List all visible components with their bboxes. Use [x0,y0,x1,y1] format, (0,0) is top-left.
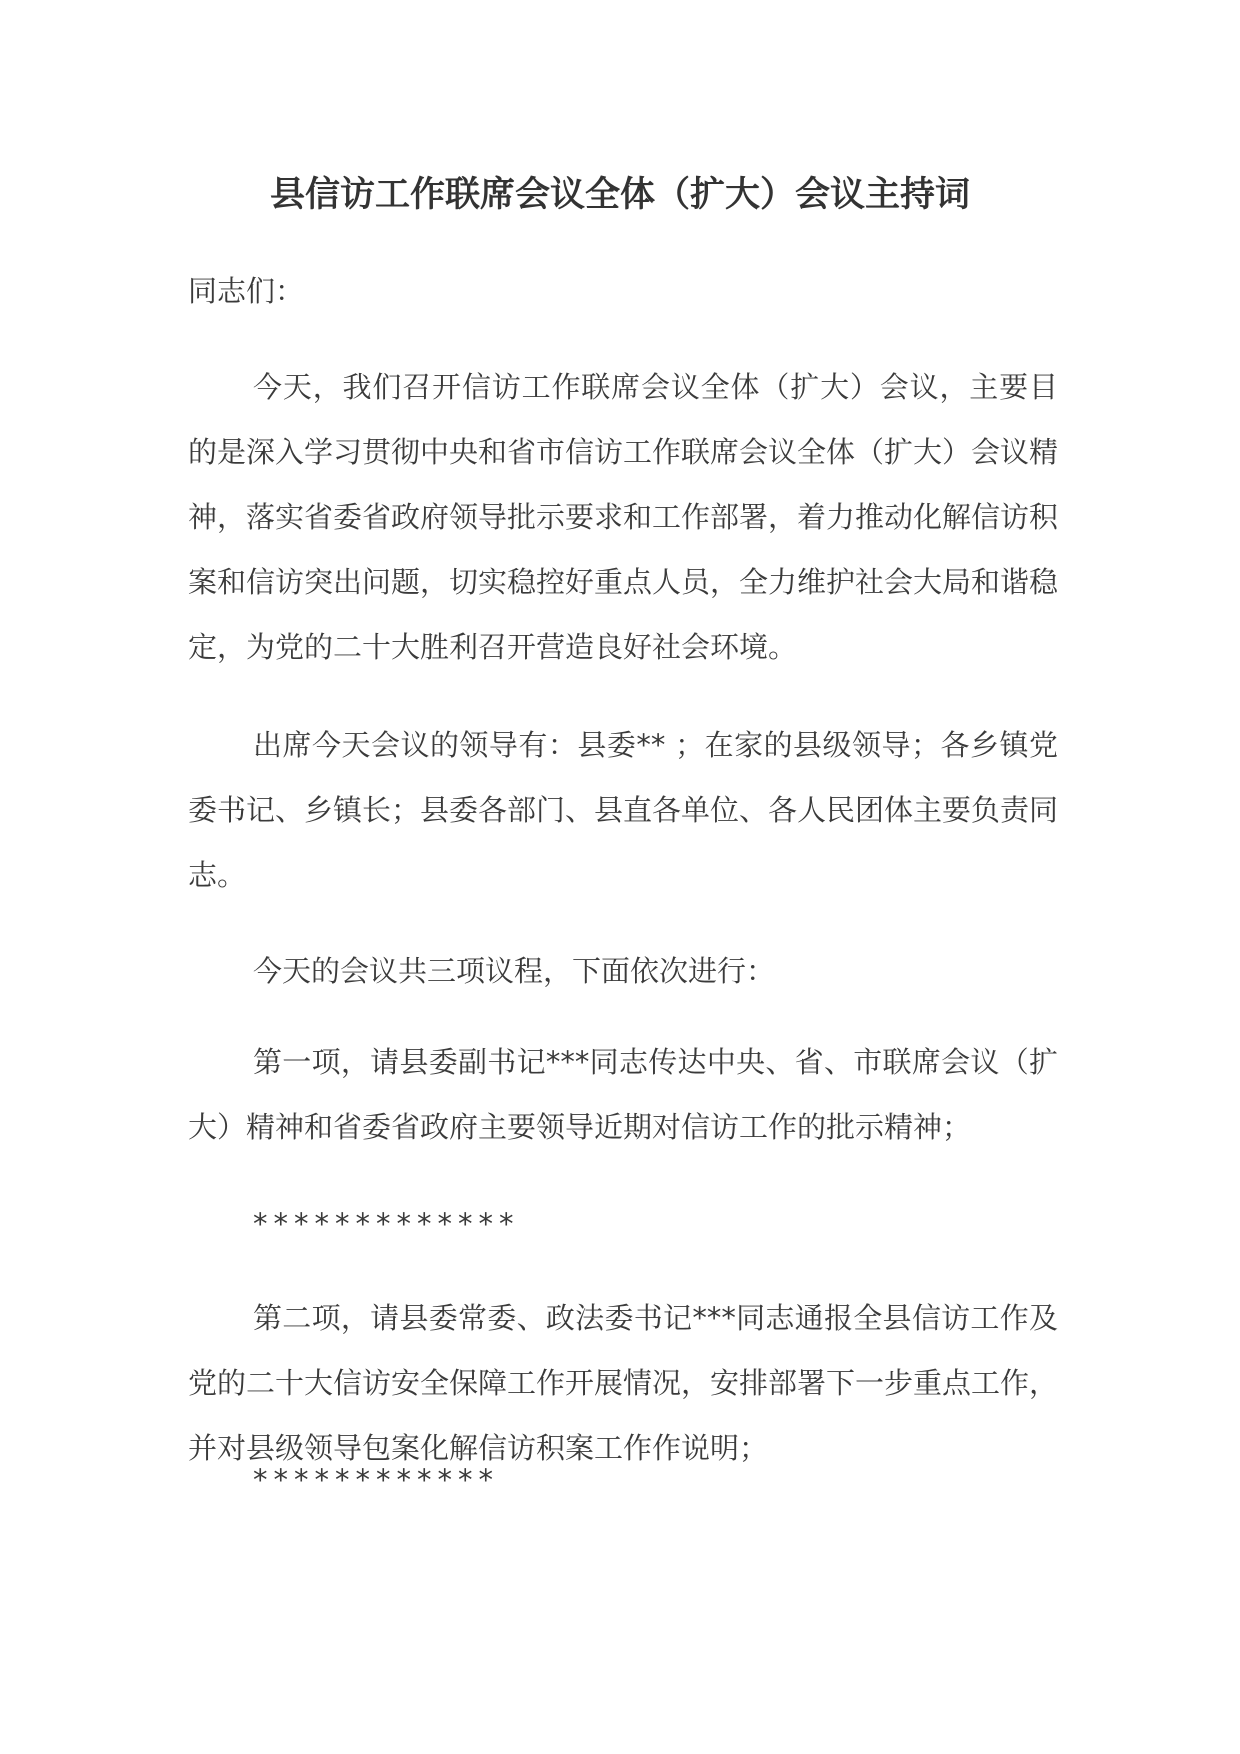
placeholder-asterisks-1: ************* [253,1207,520,1241]
paragraph-agenda-intro: 今天的会议共三项议程，下面依次进行： [253,954,776,988]
greeting: 同志们： [188,274,305,308]
paragraph-attendees: 出席今天会议的领导有：县委** ；在家的县级领导；各乡镇党委书记、乡镇长；县委各部门、县直各单位、各人民团体主要负责同志。 [188,728,1059,892]
paragraph-opening: 今天，我们召开信访工作联席会议全体（扩大）会议，主要目的是深入学习贯彻中央和省市信访工作联席会议全体（扩大）会议精神，落实省委省政府领导批示要求和工作部署，着力推动化解信访积案和信访突出问题，切实稳控好重点人员，全力维护社会大局和谐稳定，为党的二十大胜利召开营造良好社会环境。 [188,370,1059,664]
paragraph-agenda-item-2: 第二项，请县委常委、政法委书记***同志通报全县信访工作及党的二十大信访安全保障工作开展情况，安排部署下一步重点工作，并对县级领导包案化解信访积案工作作说明； [188,1301,1059,1465]
placeholder-asterisks-2: ************ [253,1463,499,1497]
paragraph-agenda-item-1: 第一项，请县委副书记***同志传达中央、省、市联席会议（扩大）精神和省委省政府主要领导近期对信访工作的批示精神； [188,1045,1058,1144]
document-title: 县信访工作联席会议全体（扩大）会议主持词 [269,175,970,215]
